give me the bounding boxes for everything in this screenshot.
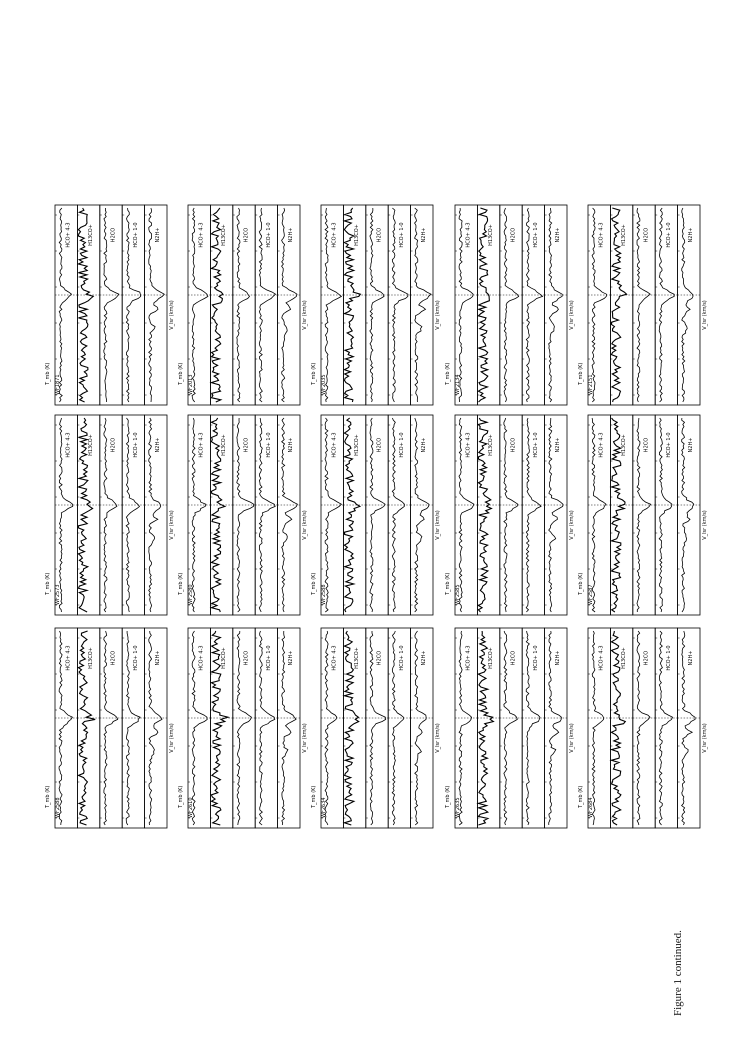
x-axis-label: V_lsr (km/s) <box>435 510 441 540</box>
line-label: H13CO+ <box>487 224 494 246</box>
line-label: HCO+ 1-0 <box>132 222 139 248</box>
x-axis-label: V_lsr (km/s) <box>435 300 441 330</box>
spectrum-panel <box>578 628 708 828</box>
line-label: HCO+ 4-3 <box>198 432 205 458</box>
line-label: H13CO+ <box>87 434 94 456</box>
x-axis-label: V_lsr (km/s) <box>569 723 575 753</box>
spectrum-panel <box>178 415 308 615</box>
x-axis-label: V_lsr (km/s) <box>702 300 708 330</box>
line-label: N2H+ <box>555 437 562 453</box>
panel-name: WF2588 <box>55 797 61 818</box>
y-axis-label: T_mb (K) <box>178 785 184 808</box>
x-axis-label: V_lsr (km/s) <box>302 510 308 540</box>
y-axis-label: T_mb (K) <box>45 572 51 595</box>
line-label: HCO+ 1-0 <box>665 645 672 671</box>
figure-caption: Figure 1 continued. <box>672 930 684 1016</box>
line-label: HCO+ 1-0 <box>265 432 272 458</box>
line-label: H2CO <box>376 227 383 243</box>
line-label: N2H+ <box>288 437 295 453</box>
line-label: H2CO <box>643 227 650 243</box>
line-label: H2CO <box>510 650 517 666</box>
line-label: HCO+ 1-0 <box>532 432 539 458</box>
y-axis-label: T_mb (K) <box>178 572 184 595</box>
line-label: HCO+ 4-3 <box>65 432 72 458</box>
spectrum-panel <box>45 205 175 405</box>
line-label: HCO+ 4-3 <box>465 222 472 248</box>
line-label: H2CO <box>643 437 650 453</box>
panel-name: WF2573 <box>55 584 61 605</box>
line-label: HCO+ 1-0 <box>398 222 405 248</box>
line-label: HCO+ 1-0 <box>665 432 672 458</box>
y-axis-label: T_mb (K) <box>578 572 584 595</box>
x-axis-label: V_lsr (km/s) <box>169 300 175 330</box>
line-label: H13CO+ <box>620 434 627 456</box>
line-label: H2CO <box>510 227 517 243</box>
line-label: N2H+ <box>688 227 695 243</box>
spectrum-panel <box>445 205 575 405</box>
y-axis-label: T_mb (K) <box>311 785 317 808</box>
line-label: HCO+ 1-0 <box>265 222 272 248</box>
line-label: H2CO <box>376 437 383 453</box>
y-axis-label: T_mb (K) <box>45 362 51 385</box>
line-label: H13CO+ <box>620 224 627 246</box>
line-label: N2H+ <box>421 650 428 666</box>
line-label: N2H+ <box>688 650 695 666</box>
line-label: H2CO <box>510 437 517 453</box>
panel-name: WF2610 <box>188 797 194 818</box>
line-label: HCO+ 1-0 <box>532 222 539 248</box>
line-label: HCO+ 4-3 <box>331 432 338 458</box>
line-label: HCO+ 4-3 <box>198 222 205 248</box>
panel-name: WF2585 <box>455 584 461 605</box>
spectrum-panel <box>45 628 175 828</box>
line-label: H13CO+ <box>620 647 627 669</box>
spectrum-panel <box>178 205 308 405</box>
spectrum-panel <box>445 628 575 828</box>
spectrum-panel <box>311 628 441 828</box>
y-axis-label: T_mb (K) <box>578 785 584 808</box>
spectrum-panel <box>578 415 708 615</box>
line-label: HCO+ 1-0 <box>398 432 405 458</box>
line-label: HCO+ 4-3 <box>598 432 605 458</box>
line-label: H13CO+ <box>87 647 94 669</box>
line-label: HCO+ 4-3 <box>598 645 605 671</box>
x-axis-label: V_lsr (km/s) <box>702 510 708 540</box>
line-label: HCO+ 4-3 <box>465 432 472 458</box>
y-axis-label: T_mb (K) <box>445 572 451 595</box>
y-axis-label: T_mb (K) <box>578 362 584 385</box>
x-axis-label: V_lsr (km/s) <box>169 723 175 753</box>
line-label: N2H+ <box>155 650 162 666</box>
line-label: H13CO+ <box>353 647 360 669</box>
spectrum-panel <box>578 205 708 405</box>
panel-name: WF2684 <box>588 797 594 818</box>
spectrum-panel <box>445 415 575 615</box>
line-label: N2H+ <box>288 650 295 666</box>
line-label: H13CO+ <box>220 647 227 669</box>
line-label: HCO+ 1-0 <box>665 222 672 248</box>
line-label: H2CO <box>110 227 117 243</box>
y-axis-label: T_mb (K) <box>445 362 451 385</box>
line-label: H13CO+ <box>220 434 227 456</box>
line-label: N2H+ <box>555 227 562 243</box>
line-label: H13CO+ <box>487 647 494 669</box>
line-label: H13CO+ <box>487 434 494 456</box>
panel-name: WF2587 <box>588 584 594 605</box>
line-label: H2CO <box>243 227 250 243</box>
spectrum-panel <box>311 415 441 615</box>
line-label: N2H+ <box>555 650 562 666</box>
line-label: N2H+ <box>688 437 695 453</box>
line-label: HCO+ 4-3 <box>331 645 338 671</box>
y-axis-label: T_mb (K) <box>311 572 317 595</box>
line-label: H2CO <box>376 650 383 666</box>
line-label: H2CO <box>110 437 117 453</box>
y-axis-label: T_mb (K) <box>311 362 317 385</box>
panel-name: WF2013 <box>188 374 194 395</box>
x-axis-label: V_lsr (km/s) <box>302 723 308 753</box>
line-label: HCO+ 4-3 <box>198 645 205 671</box>
panel-name: WF2634 <box>321 797 327 818</box>
line-label: H2CO <box>243 437 250 453</box>
line-label: HCO+ 1-0 <box>532 645 539 671</box>
line-label: H13CO+ <box>353 224 360 246</box>
spectrum-panel <box>311 205 441 405</box>
line-label: H2CO <box>643 650 650 666</box>
line-label: H13CO+ <box>353 434 360 456</box>
panel-name: WF1871 <box>55 374 61 395</box>
x-axis-label: V_lsr (km/s) <box>569 510 575 540</box>
line-label: H13CO+ <box>87 224 94 246</box>
line-label: H2CO <box>110 650 117 666</box>
line-label: N2H+ <box>421 227 428 243</box>
x-axis-label: V_lsr (km/s) <box>169 510 175 540</box>
x-axis-label: V_lsr (km/s) <box>569 300 575 330</box>
panel-name: WF2134 <box>455 374 461 395</box>
x-axis-label: V_lsr (km/s) <box>435 723 441 753</box>
line-label: HCO+ 4-3 <box>331 222 338 248</box>
panel-name: WF2035 <box>321 374 327 395</box>
panel-name: WF2588 <box>321 584 327 605</box>
panel-name: WF2635 <box>455 797 461 818</box>
panel-name: WF2151 <box>588 374 594 395</box>
line-label: HCO+ 1-0 <box>132 432 139 458</box>
x-axis-label: V_lsr (km/s) <box>302 300 308 330</box>
line-label: N2H+ <box>155 437 162 453</box>
line-label: H13CO+ <box>220 224 227 246</box>
line-label: HCO+ 4-3 <box>465 645 472 671</box>
y-axis-label: T_mb (K) <box>178 362 184 385</box>
line-label: HCO+ 4-3 <box>598 222 605 248</box>
line-label: N2H+ <box>288 227 295 243</box>
spectrum-panel <box>45 415 175 615</box>
line-label: HCO+ 1-0 <box>265 645 272 671</box>
y-axis-label: T_mb (K) <box>45 785 51 808</box>
x-axis-label: V_lsr (km/s) <box>702 723 708 753</box>
line-label: N2H+ <box>155 227 162 243</box>
line-label: HCO+ 1-0 <box>398 645 405 671</box>
line-label: HCO+ 4-3 <box>65 222 72 248</box>
panel-name: WF2580 <box>188 584 194 605</box>
line-label: N2H+ <box>421 437 428 453</box>
line-label: HCO+ 1-0 <box>132 645 139 671</box>
y-axis-label: T_mb (K) <box>445 785 451 808</box>
line-label: H2CO <box>243 650 250 666</box>
line-label: HCO+ 4-3 <box>65 645 72 671</box>
spectrum-panel <box>178 628 308 828</box>
